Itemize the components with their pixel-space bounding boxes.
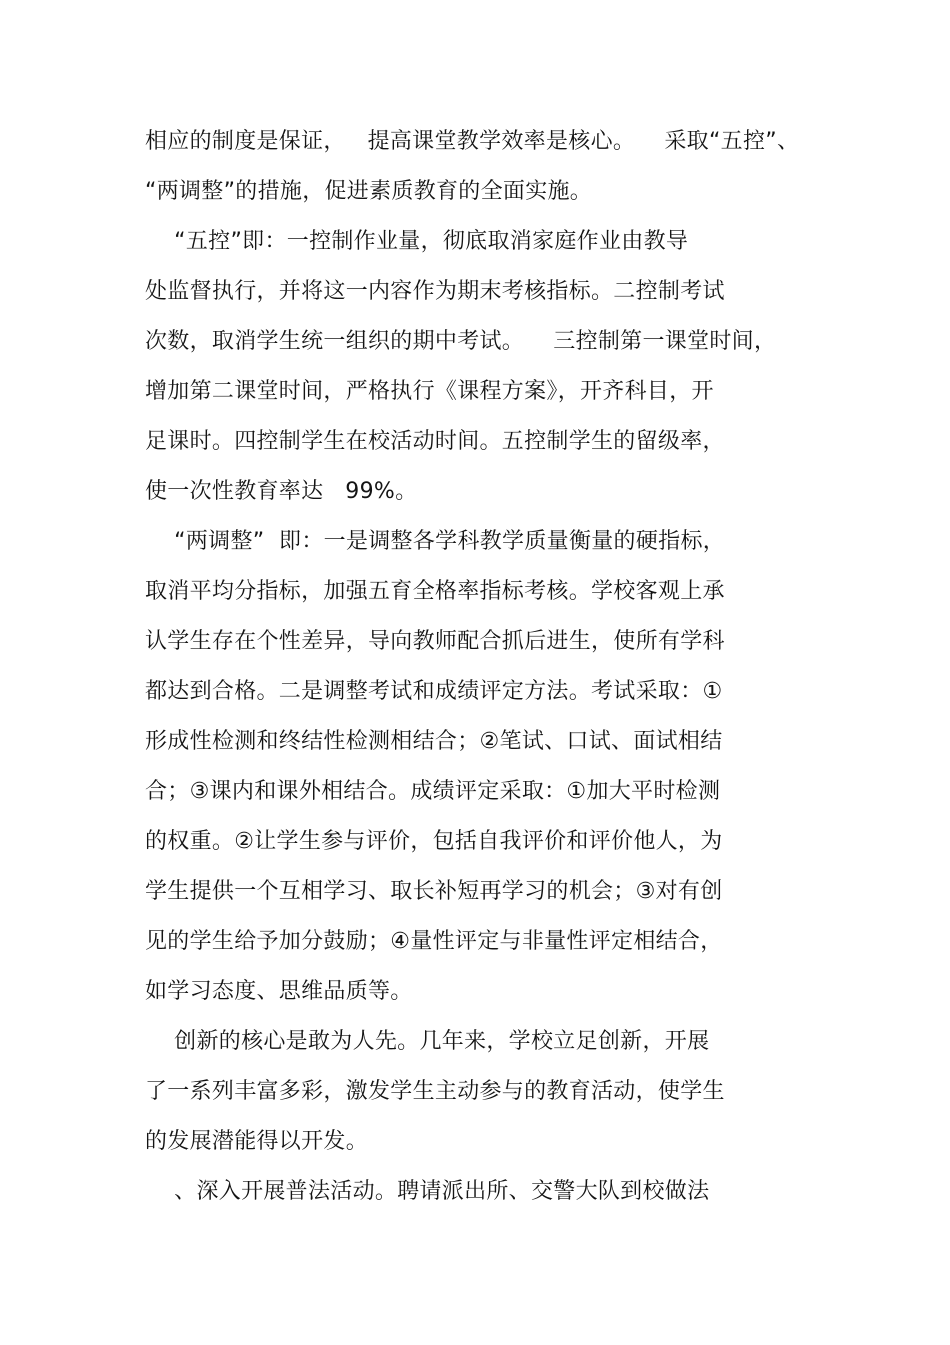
text-line: “两调整”的措施，促进素质教育的全面实施。 — [145, 179, 593, 204]
text-line: “两调整” 即：一是调整各学科教学质量衡量的硬指标， — [145, 529, 726, 554]
text-line: 见的学生给予加分鼓励；④量性评定与非量性评定相结合， — [145, 929, 723, 954]
text-line: 都达到合格。二是调整考试和成绩评定方法。考试采取：① — [145, 679, 723, 704]
text-line: 的权重。②让学生参与评价，包括自我评价和评价他人，为 — [145, 829, 723, 854]
text-line: “五控”即：一控制作业量，彻底取消家庭作业由教导 — [145, 229, 689, 254]
text-line: 的发展潜能得以开发。 — [145, 1129, 369, 1154]
text-line: 形成性检测和终结性检测相结合；②笔试、口试、面试相结 — [145, 729, 723, 754]
text-line: 次数，取消学生统一组织的期中考试。 三控制第一课堂时间， — [145, 329, 777, 354]
text-line: 相应的制度是保证， 提高课堂教学效率是核心。 采取“五控”、 — [145, 129, 800, 154]
text-line: 增加第二课堂时间，严格执行《课程方案》，开齐科目，开 — [145, 379, 714, 404]
text-line: 取消平均分指标，加强五育全格率指标考核。学校客观上承 — [145, 579, 725, 604]
text-line: 创新的核心是敢为人先。几年来，学校立足创新，开展 — [145, 1029, 710, 1054]
text-line: 学生提供一个互相学习、取长补短再学习的机会；③对有创 — [145, 879, 723, 904]
text-line: 、深入开展普法活动。聘请派出所、交警大队到校做法 — [145, 1179, 710, 1204]
text-line: 使一次性教育率达 99%。 — [145, 479, 418, 504]
text-line: 认学生存在个性差异，导向教师配合抓后进生，使所有学科 — [145, 629, 725, 654]
text-line: 足课时。四控制学生在校活动时间。五控制学生的留级率， — [145, 429, 725, 454]
text-line: 合；③课内和课外相结合。成绩评定采取：①加大平时检测 — [145, 779, 721, 804]
text-line: 如学习态度、思维品质等。 — [145, 979, 413, 1004]
text-line: 了一系列丰富多彩，激发学生主动参与的教育活动，使学生 — [145, 1079, 725, 1104]
text-line: 处监督执行，并将这一内容作为期末考核指标。二控制考试 — [145, 279, 725, 304]
